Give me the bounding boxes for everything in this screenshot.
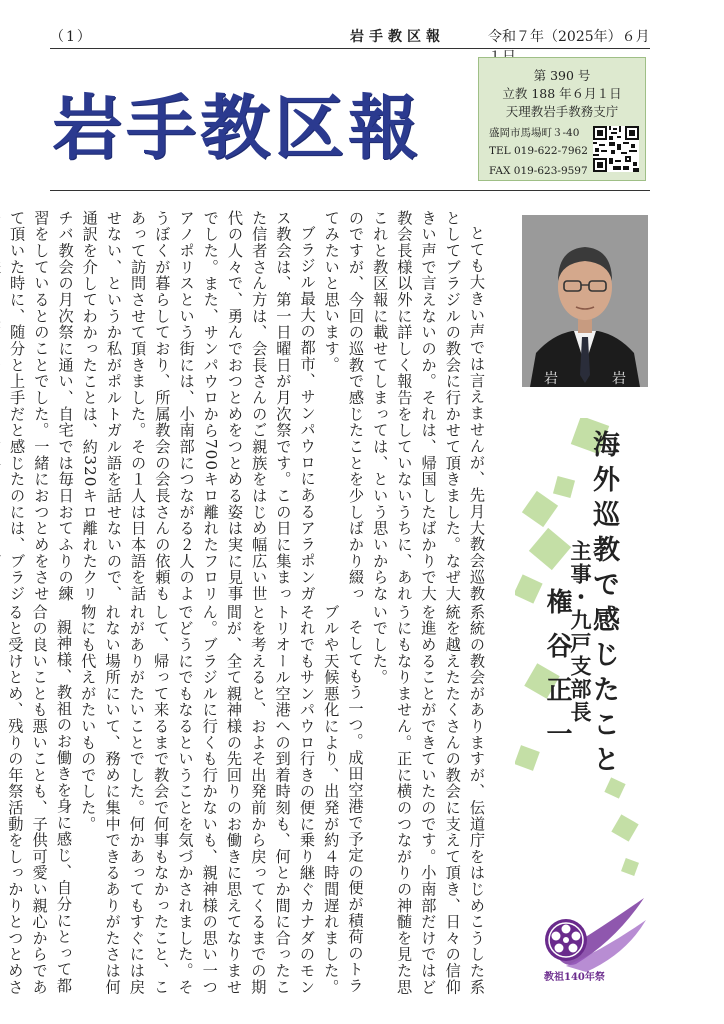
header-line <box>50 24 650 46</box>
header-paper-name: 岩手教区報 <box>350 29 445 45</box>
issue-number: 第 390 号 <box>533 68 591 83</box>
paragraph: ブラジル最大の都市、サンパウロにあるアラポンガス教会は、第一日曜日が月次祭です。この日に集まった信者さん方は、会長さんのご親族をはじめ幅広い世代の人々で、勇んでおつとめをつとめる姿は実に見事でした。また、サンパウロから700キロ離れたフロリアノポリスという街には、小南部につながる２人のようぼくが暮らしており、所属教会の会長さんの依頼もあって訪問させて頂きました。その１人は日本語を話せない、というか私がポルトガル語を話せないので、通訳を介してわかったことは、約320キロ離れたクリチバ教会の月次祭に通い、自宅では毎日おてふりの練習をしているとのことでした。一緒におつとめをさせて頂いた時に、随分と上手だと感じたのには、ブラジ <box>8 210 317 602</box>
article-body-upper <box>8 210 489 602</box>
rikkyo-date: 立教 188 年６月１日 <box>502 86 622 101</box>
telephone: TEL 019-622-7962 <box>489 145 588 157</box>
page-number: （1） <box>50 29 93 45</box>
article-author <box>544 540 591 880</box>
anniversary-caption: 教祖140年祭 <box>544 972 605 983</box>
header-date: 令和７年（2025年）６月 <box>488 29 650 45</box>
paragraph: 親神様、教祖のお働きを身に感じ、自分にとって都合の良いことも悪いことも、子供可愛い親心からであると受けとめ、残りの年祭活動をしっかりとつとめさ <box>6 604 73 996</box>
paragraph: そしてもう一つ。成田空港で予定の便が積荷のトラブルや天候悪化により、出発が約４時間遅れました。それでもサンパウロ行きの便に乗り継ぐカナダのモントリオール空港への到着時刻も、何とか間に合ったことを考えると、およそ出発前から戻ってくるまでの期間が、全て親神様の先回りのお働きに思えてなりません。ブラジルに行くも行かないも、親神様の思い一つでどうにでもなるということを気づかされました。そして、帰って来るまで教会で何事もなかったこと、これがありがたいことでした。何かあってもすぐには戻れない場所にいて、務めに集中できるありがたさは何物にも代えがたいものでした。 <box>79 604 365 996</box>
fax: FAX 019-623-9597 <box>489 165 588 177</box>
paragraph: とても大きい声では言えませんが、先月大教会巡教としてブラジルの教会に行かせて頂きました。なぜ大きい声で言えないのか。それは、帰国したばかりで大教会長様以外に詳しく報告をしていないうちに、あれこれと教区報に載せてしまっては、という思いからなのですが、今回の巡教で感じたことを少しばかり綴ってみたいと思います。 <box>322 210 486 602</box>
organization-name: 天理教岩手教務支庁 <box>505 104 619 119</box>
svg-text:岩: 岩 <box>612 371 626 387</box>
article-title: 海外巡教で感じたこと <box>588 430 619 780</box>
masthead-rule <box>50 190 650 191</box>
masthead-title: 岩手教区報 <box>52 86 422 169</box>
author-role: 主事・九戸支部長 <box>568 540 593 724</box>
anniversary-seal-icon <box>536 880 648 980</box>
author-name: 権谷正一 <box>542 588 572 764</box>
author-portrait <box>522 215 648 387</box>
info-box <box>478 57 646 181</box>
address: 盛岡市馬場町３-40 <box>489 127 580 139</box>
svg-text:岩: 岩 <box>544 371 558 387</box>
paragraph: 系統の教会がありますが、伝道庁をはじめこうした系統を越えたたくさんの教会に支えて頂き、日々の信仰を進めることができていたのです。小南部だけではどうにもなりません。正に横のつながりの神髄を見た思いでした。 <box>370 604 486 996</box>
qr-code-icon <box>593 126 639 172</box>
article-body-lower <box>6 604 489 1004</box>
top-rule <box>50 48 650 49</box>
